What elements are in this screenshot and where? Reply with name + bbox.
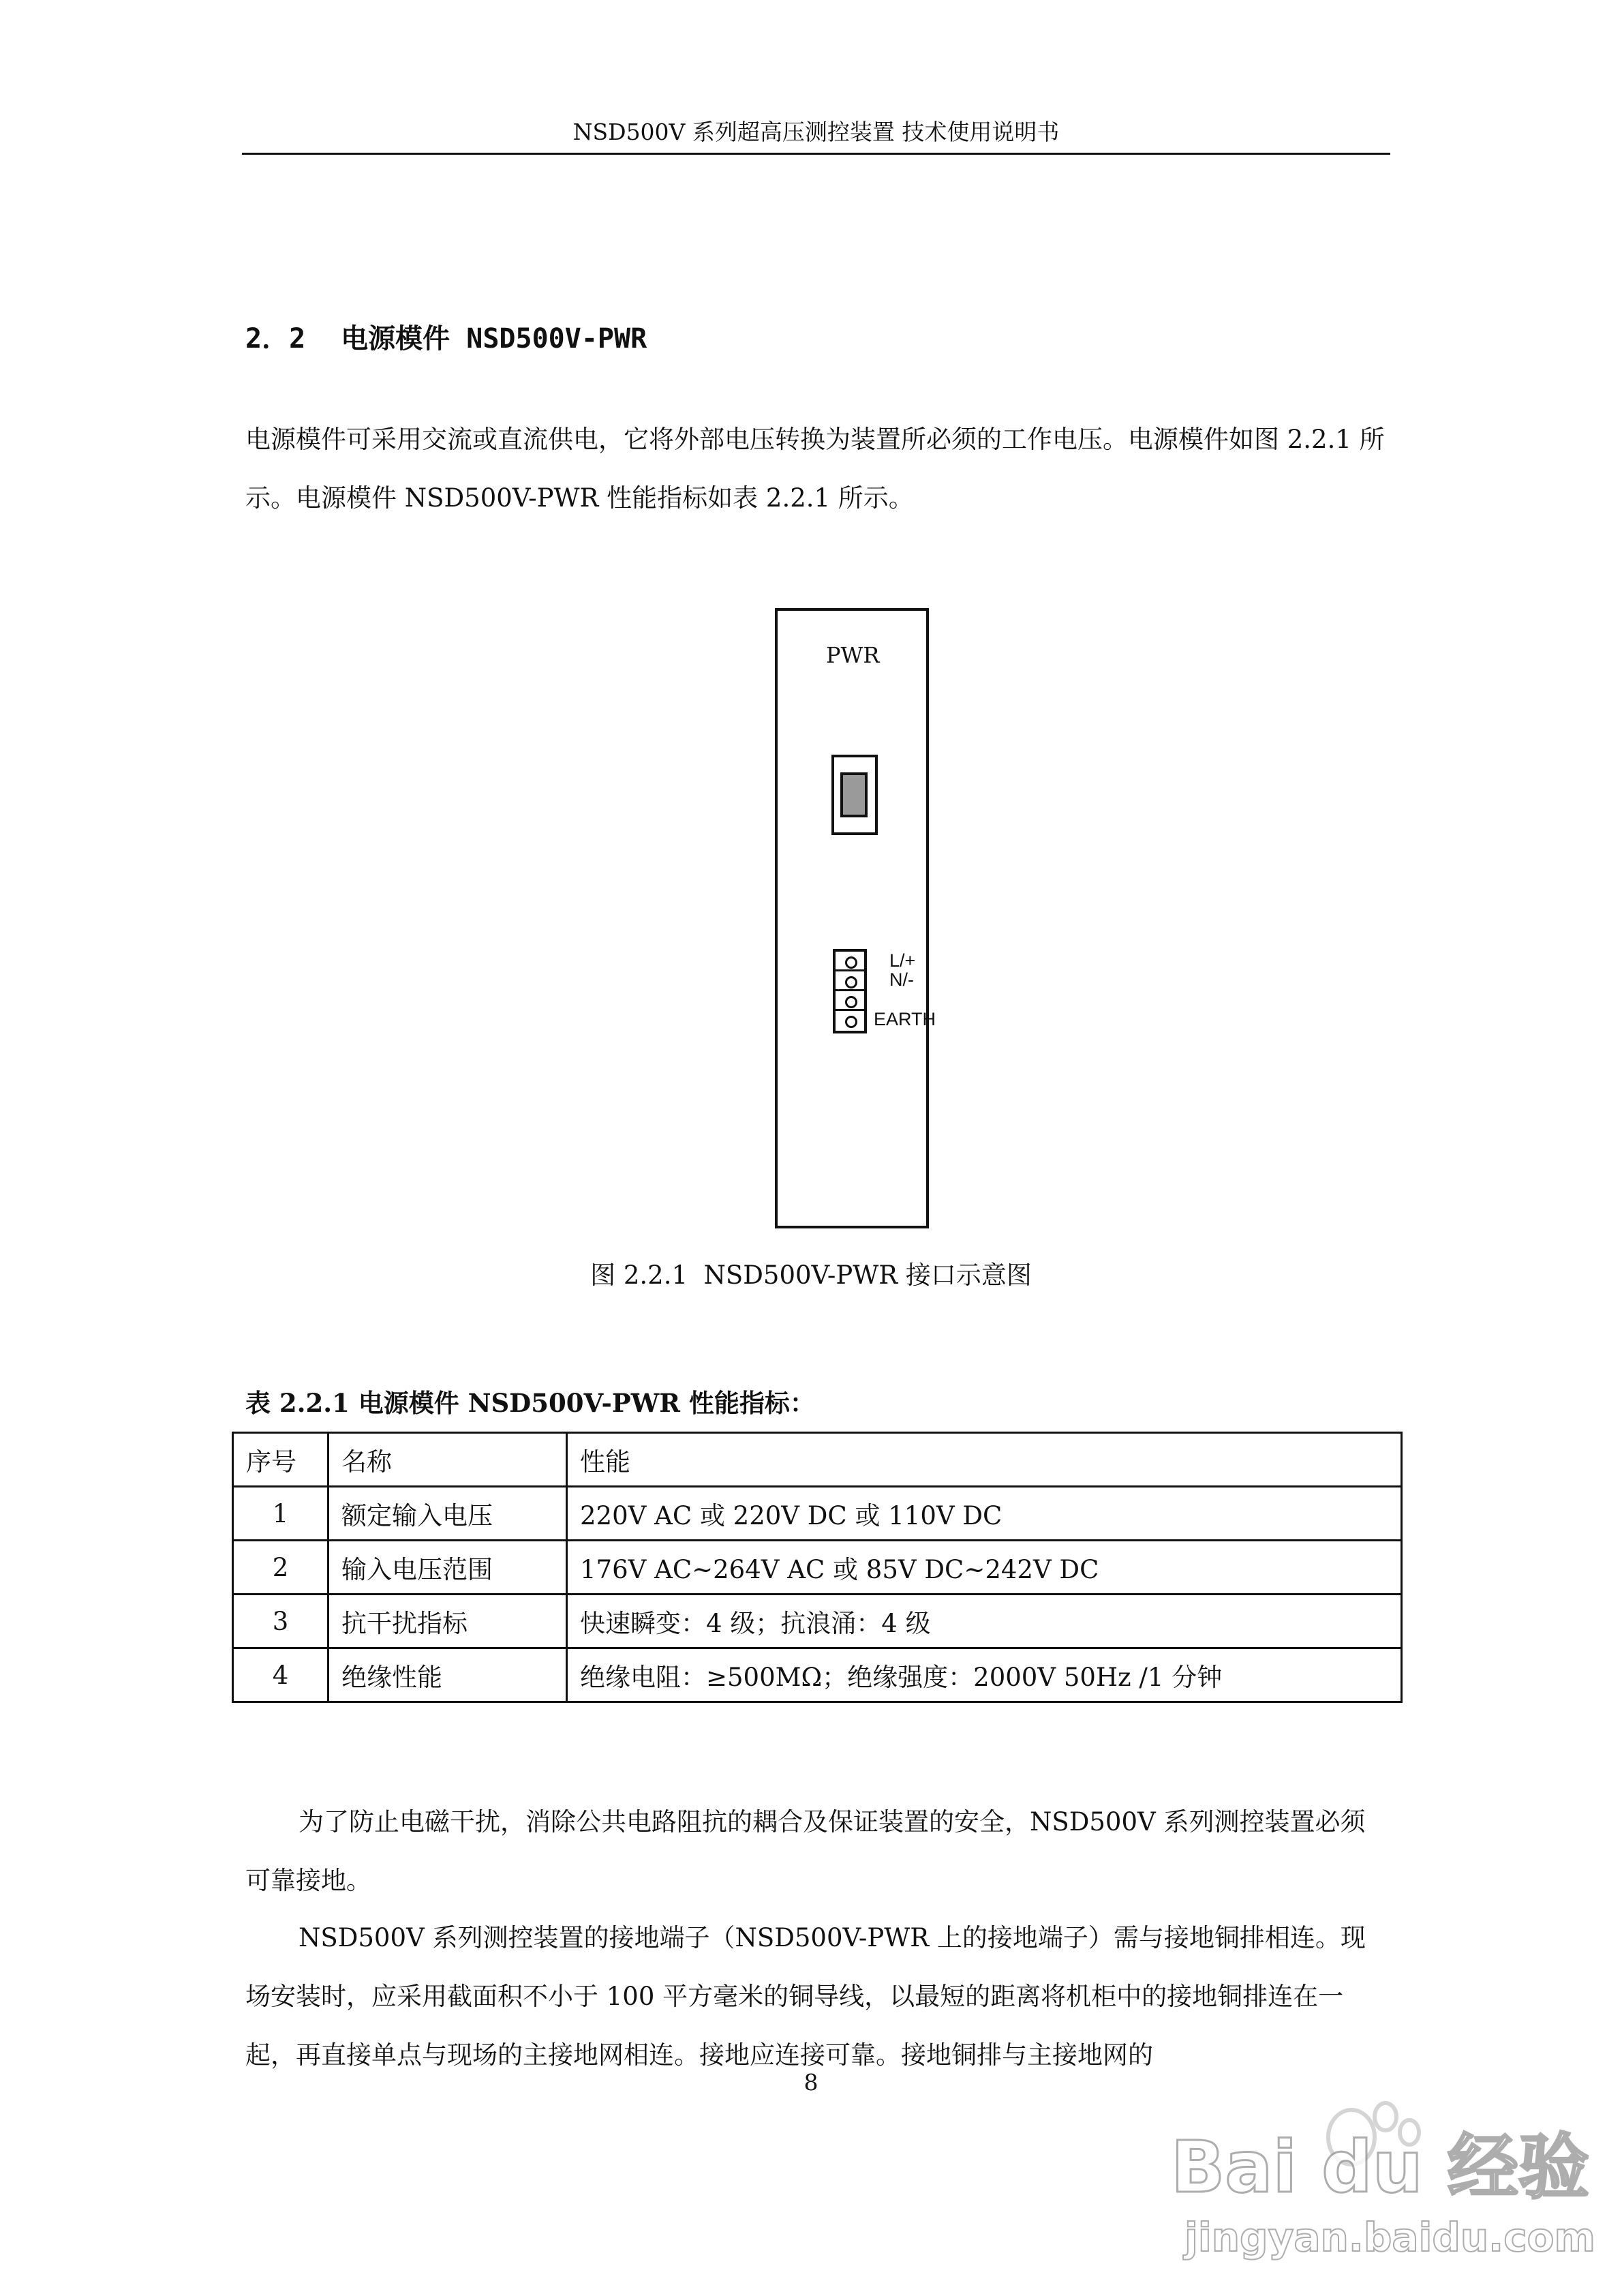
figure-caption: 图 2.2.1 NSD500V-PWR 接口示意图	[590, 1260, 1032, 1290]
table-title: 表 2.2.1 电源模件 NSD500V-PWR 性能指标：	[245, 1388, 815, 1418]
table-cell: 220V AC 或 220V DC 或 110V DC	[567, 1487, 1402, 1541]
table-cell: 4	[233, 1648, 328, 1702]
terminal-screw-icon	[845, 1016, 857, 1028]
watermark-url: jingyan.baidu.com	[1184, 2214, 1595, 2261]
header-cell: 名称	[328, 1433, 567, 1487]
table-cell: 2	[233, 1541, 328, 1595]
header-rule	[242, 153, 1390, 155]
terminal-slot	[836, 971, 864, 991]
grounding-paragraph: 为了防止电磁干扰，消除公共电路阻抗的耦合及保证装置的安全，NSD500V 系列测控装置必须可靠接地。	[245, 1807, 1366, 1895]
terminal-screw-icon	[845, 996, 857, 1008]
section-title: 电源模件 NSD500V-PWR	[341, 323, 647, 354]
terminal-slot	[836, 1011, 864, 1031]
watermark-brand: Bai du 经验	[1171, 2126, 1589, 2209]
grounding-detail-paragraph: NSD500V 系列测控装置的接地端子（NSD500V-PWR 上的接地端子）需与接地铜排相连。现场安装时，应采用截面积不小于 100 平方毫米的铜导线，以最短的距离将机柜中的接地铜排连在一起，再直接单点与现场的主接地网相连。接地应连接可靠。接地铜排与主接地网的	[245, 1923, 1366, 2070]
header-cell: 性能	[567, 1433, 1402, 1487]
section-heading	[245, 317, 647, 356]
page-header: NSD500V 系列超高压测控装置 技术使用说明书	[572, 119, 1060, 145]
intro-paragraph: 电源模件可采用交流或直流供电，它将外部电压转换为装置所必须的工作电压。电源模件如图 2.2.1 所示。电源模件 NSD500V-PWR 性能指标如表 2.2.1 所示。	[245, 425, 1385, 513]
terminal-block	[833, 949, 867, 1033]
table-cell: 绝缘电阻：≥500MΩ；绝缘强度：2000V 50Hz /1 分钟	[567, 1648, 1402, 1702]
table-cell: 绝缘性能	[328, 1648, 567, 1702]
table-header-row	[233, 1433, 1402, 1487]
power-switch-rocker	[840, 772, 868, 817]
terminal-slot	[836, 991, 864, 1011]
terminal-slot	[836, 952, 864, 971]
table-cell: 抗干扰指标	[328, 1595, 567, 1648]
panel-label: PWR	[826, 642, 880, 668]
terminal-label-earth: EARTH	[874, 1009, 936, 1029]
terminal-label-neutral: N/-	[889, 969, 914, 990]
page-number: 8	[804, 2069, 818, 2096]
table-cell: 176V AC~264V AC 或 85V DC~242V DC	[567, 1541, 1402, 1595]
spec-table	[232, 1432, 1403, 1703]
table-cell: 1	[233, 1487, 328, 1541]
pwr-module-panel	[775, 608, 929, 1228]
terminal-label-line: L/+	[889, 950, 916, 971]
table-cell: 输入电压范围	[328, 1541, 567, 1595]
terminal-screw-icon	[845, 956, 857, 969]
table-cell: 额定输入电压	[328, 1487, 567, 1541]
terminal-screw-icon	[845, 976, 857, 988]
table-row	[233, 1648, 1402, 1702]
header-cell: 序号	[233, 1433, 328, 1487]
baidu-jingyan-watermark	[1157, 2100, 1595, 2270]
table-row	[233, 1487, 1402, 1541]
table-row	[233, 1541, 1402, 1595]
section-number: 2．2	[245, 323, 306, 354]
table-cell: 3	[233, 1595, 328, 1648]
table-row	[233, 1595, 1402, 1648]
table-cell: 快速瞬变：4 级；抗浪涌：4 级	[567, 1595, 1402, 1648]
